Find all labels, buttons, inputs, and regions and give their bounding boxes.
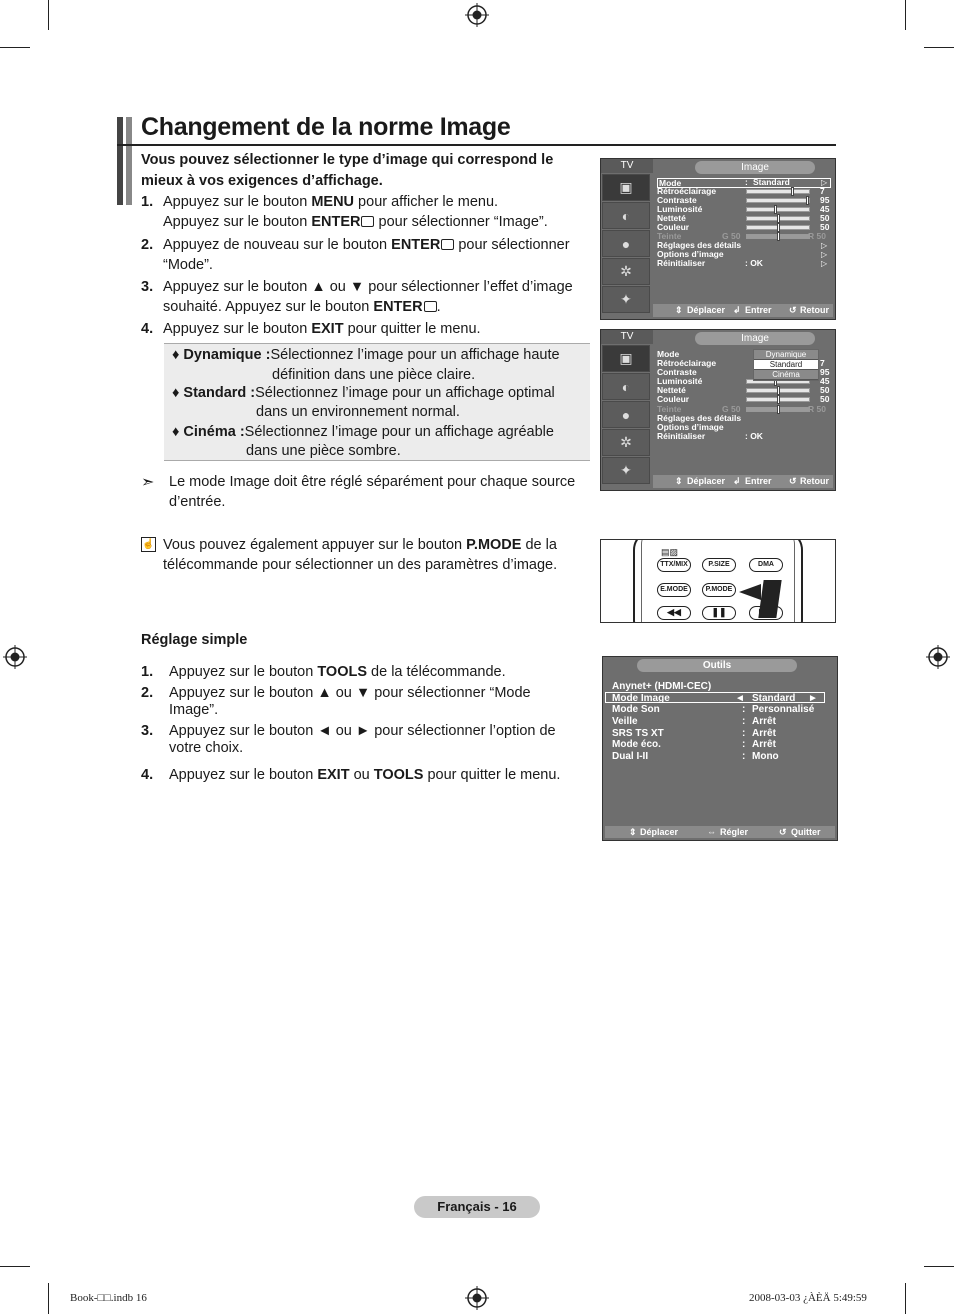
arrow-right-icon: ▷ xyxy=(821,259,828,268)
input-icon[interactable]: ✦ xyxy=(602,457,650,484)
psize-button[interactable]: P.SIZE xyxy=(702,558,736,572)
mode-cinema-line1: ♦ Cinéma :Sélectionnez l’image pour un affichage agréable xyxy=(172,424,554,440)
simple-heading: Réglage simple xyxy=(141,632,248,648)
enter-icon xyxy=(361,216,374,227)
intro-text: Vous pouvez sélectionner le type d’image qui correspond le mieux à vos exigences d’affichage. xyxy=(141,152,554,189)
updown-icon: ⇕ xyxy=(675,305,683,315)
teletext-icon: ▤▨ xyxy=(661,547,679,557)
sound-icon[interactable]: ◐ xyxy=(602,373,650,400)
updown-icon: ⇕ xyxy=(629,827,637,837)
tools-row-veille[interactable]: Veille xyxy=(612,716,638,727)
note-pmode: Vous pouvez également appuyer sur le bouton P.MODE de la télécommande pour sélectionner un des paramètres d’image. xyxy=(163,537,558,573)
page-title: Changement de la norme Image xyxy=(141,113,511,141)
mode-dropdown[interactable] xyxy=(753,349,819,381)
slug-timestamp: 2008-03-03 ¿ÀÈÄ 5:49:59 xyxy=(749,1292,867,1304)
dropdown-option-dynamique[interactable]: Dynamique xyxy=(754,350,818,360)
channel-icon[interactable]: ● xyxy=(602,230,650,257)
return-icon: ↺ xyxy=(779,827,787,837)
tools-row-srs[interactable]: SRS TS XT xyxy=(612,728,664,739)
enter-icon: ↲ xyxy=(733,305,741,315)
page-number: Français - 16 xyxy=(414,1196,540,1218)
osd-slider[interactable] xyxy=(746,397,810,402)
updown-icon: ⇕ xyxy=(675,476,683,486)
mode-cinema-line2: dans une pièce sombre. xyxy=(246,443,401,459)
osd-mode-value: Standard xyxy=(753,177,790,187)
mode-dynamique-line1: ♦ Dynamique :Sélectionnez l’image pour un affichage haute xyxy=(172,347,560,363)
picture-mode-info-box xyxy=(164,343,590,461)
note-separate-source: Le mode Image doit être réglé séparément pour chaque source d’entrée. xyxy=(169,474,576,510)
tools-row-mode-son[interactable]: Mode Son xyxy=(612,704,660,715)
channel-icon[interactable]: ● xyxy=(602,401,650,428)
enter-icon: ↲ xyxy=(733,476,741,486)
tools-anynet[interactable]: Anynet+ (HDMI-CEC) xyxy=(612,681,712,692)
osd-slider[interactable] xyxy=(746,189,810,194)
input-icon[interactable]: ✦ xyxy=(602,286,650,313)
setup-icon[interactable]: ✲ xyxy=(602,429,650,456)
arrow-right-icon: ▷ xyxy=(821,178,828,187)
remote-note-icon: ☝ xyxy=(142,539,155,550)
enter-icon xyxy=(441,239,454,250)
rewind-icon[interactable]: ◀◀ xyxy=(657,606,691,620)
tools-menu: Outils Anynet+ (HDMI-CEC) Mode Image ◄ Standard ► Mode Son : Personnalisé Veille : Arrêt SRS TS XT : Arrêt Mode éco. : Arrêt Dual I-II : Mono ⇕ Déplacer ⇔ Régler ↺ Quitter xyxy=(602,656,838,841)
arrow-right-icon: ▷ xyxy=(821,241,828,250)
note-arrow-icon: ➣ xyxy=(141,474,155,491)
dropdown-option-cinema[interactable]: Cinéma xyxy=(754,370,818,380)
mode-standard-line2: dans un environnement normal. xyxy=(256,404,460,420)
picture-icon[interactable]: ▣ xyxy=(602,345,650,372)
leftright-icon: ⇔ xyxy=(707,827,716,837)
picture-icon[interactable]: ▣ xyxy=(602,174,650,201)
slug-filename: Book-□□.indb 16 xyxy=(70,1292,147,1304)
osd-footer: ⇕ Déplacer ↲ Entrer ↺ Retour xyxy=(653,304,833,317)
mode-dynamique-line2: définition dans une pièce claire. xyxy=(272,367,476,383)
osd-slider[interactable] xyxy=(746,388,810,393)
tools-title: Outils xyxy=(637,659,797,672)
pointer-arrow-icon xyxy=(739,584,761,600)
tools-footer: ⇕ Déplacer ⇔ Régler ↺ Quitter xyxy=(605,826,835,838)
osd-image-menu: TV Image ▣ ◐ ● ✲ ✦ Mode : Standard ▷ Rétroéclairage Contraste Luminosité Netteté Couleur 7 95 45 50 50 Teinte G 50 R 50 Réglages des détails ▷ Options d’image ▷ Réinitialiser : OK ▷ ⇕ Déplacer ↲ Entrer ↺ Retour xyxy=(600,158,836,320)
osd-menu-title: Image xyxy=(695,161,815,174)
enter-icon xyxy=(424,301,437,312)
return-icon: ↺ xyxy=(789,476,797,486)
tools-row-mode-image[interactable]: Mode Image xyxy=(612,693,670,704)
pause-icon[interactable]: ❚❚ xyxy=(702,606,736,620)
tools-row-dual[interactable]: Dual I-II xyxy=(612,751,649,762)
osd-row-mode[interactable]: Mode xyxy=(657,178,831,188)
title-rule xyxy=(117,144,836,146)
return-icon: ↺ xyxy=(789,305,797,315)
sound-icon[interactable]: ◐ xyxy=(602,202,650,229)
title-accent-bar xyxy=(126,117,132,205)
dropdown-option-standard[interactable]: Standard xyxy=(754,360,818,370)
registration-mark-icon xyxy=(465,3,489,27)
osd-slider[interactable] xyxy=(746,225,810,230)
mode-standard-line1: ♦ Standard :Sélectionnez l’image pour un affichage optimal xyxy=(172,385,555,401)
tools-row-mode-eco[interactable]: Mode éco. xyxy=(612,739,661,750)
dma-button[interactable]: DMA xyxy=(749,558,783,572)
osd-slider-teinte[interactable] xyxy=(746,407,810,412)
osd-slider[interactable] xyxy=(746,216,810,221)
pmode-button[interactable]: P.MODE xyxy=(702,583,736,597)
osd-footer: ⇕ Déplacer ↲ Entrer ↺ Retour xyxy=(653,475,833,488)
osd-slider[interactable] xyxy=(746,207,810,212)
registration-mark-icon xyxy=(465,1286,489,1310)
emode-button[interactable]: E.MODE xyxy=(657,583,691,597)
osd-image-menu-popup: TV Image ▣ ◐ ● ✲ ✦ Mode Rétroéclairage Contraste Luminosité Netteté Couleur 7 95 45 50 50 Teinte G 50 R 50 Réglages des détails Options d’image Réinitialiser : OK Dynamique Standard Cinéma ⇕ Déplacer ↲ Entrer ↺ Retour xyxy=(600,329,836,491)
osd-tv-tab: TV xyxy=(601,159,653,173)
remote-illustration xyxy=(600,539,836,623)
arrow-right-icon[interactable]: ► xyxy=(808,693,818,704)
registration-mark-icon xyxy=(3,645,27,669)
ttx-mix-button[interactable]: TTX/MIX xyxy=(657,558,691,572)
setup-icon[interactable]: ✲ xyxy=(602,258,650,285)
title-accent-bar xyxy=(117,117,123,205)
osd-slider-teinte[interactable] xyxy=(746,234,810,239)
osd-slider[interactable] xyxy=(746,198,810,203)
registration-mark-icon xyxy=(926,645,950,669)
arrow-right-icon: ▷ xyxy=(821,250,828,259)
arrow-left-icon[interactable]: ◄ xyxy=(735,693,745,704)
